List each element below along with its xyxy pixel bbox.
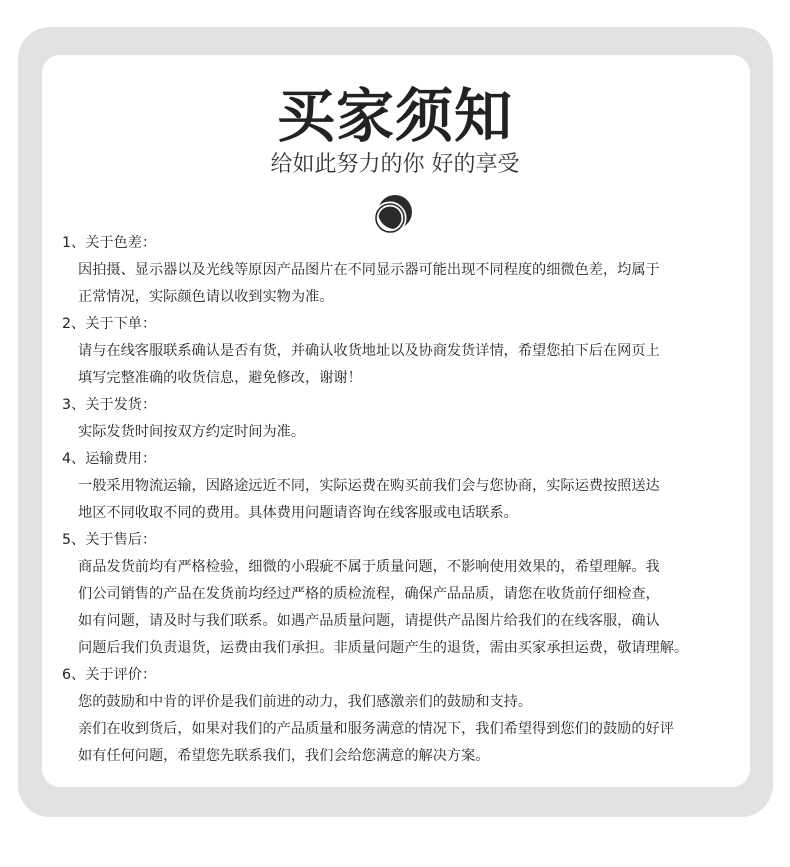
page-title: 买家须知 [276,82,513,150]
section-text-line: 一般采用物流运输，因路途远近不同，实际运费在购买前我们会与您协商，实际运费按照送达 [78,478,660,494]
section-heading: 1、关于色差： [62,235,157,251]
notice-section [62,527,762,662]
section-text-line: 实际发货时间按双方约定时间为准。 [78,424,306,440]
section-text-line: 如有问题，请及时与我们联系。如遇产品质量问题，请提供产品图片给我们的在线客服，确认 [78,613,660,629]
section-text-line: 商品发货前均有严格检验，细微的小瑕疵不属于质量问题，不影响使用效果的，希望理解。我 [78,559,660,575]
section-heading: 5、关于售后： [62,532,157,548]
section-text-line: 请与在线客服联系确认是否有货，并确认收货地址以及协商发货详情，希望您拍下后在网页上 [78,343,660,359]
notice-sections [62,230,762,770]
section-text-line: 问题后我们负责退货，运费由我们承担。非质量问题产生的退货，需由买家承担运费，敬请理解。 [78,640,689,656]
notice-section [62,392,762,446]
section-heading: 2、关于下单： [62,316,157,332]
section-text-line: 正常情况，实际颜色请以收到实物为准。 [78,289,334,305]
section-text-line: 如有任何问题，希望您先联系我们，我们会给您满意的解决方案。 [78,748,490,764]
section-heading: 6、关于评价： [62,667,157,683]
section-heading: 3、关于发货： [62,397,157,413]
section-text-line: 们公司销售的产品在发货前均经过严格的质检流程，确保产品品质，请您在收货前仔细检查， [78,586,660,602]
section-heading: 4、运输费用： [62,451,157,467]
section-text-line: 亲们在收到货后，如果对我们的产品质量和服务满意的情况下，我们希望得到您们的鼓励的好评 [78,721,674,737]
notice-section [62,230,762,311]
notice-section [62,446,762,527]
notice-section [62,311,762,392]
section-text-line: 因拍摄、显示器以及光线等原因产品图片在不同显示器可能出现不同程度的细微色差，均属于 [78,262,660,278]
section-text-line: 填写完整准确的收货信息，避免修改，谢谢！ [78,370,362,386]
section-text-line: 地区不同收取不同的费用。具体费用问题请咨询在线客服或电话联系。 [78,505,518,521]
crescent-moon-icon [373,191,417,235]
section-text-line: 您的鼓励和中肯的评价是我们前进的动力，我们感激亲们的鼓励和支持。 [78,694,533,710]
notice-section [62,662,762,770]
page-subtitle: 给如此努力的你 好的享受 [270,152,520,177]
